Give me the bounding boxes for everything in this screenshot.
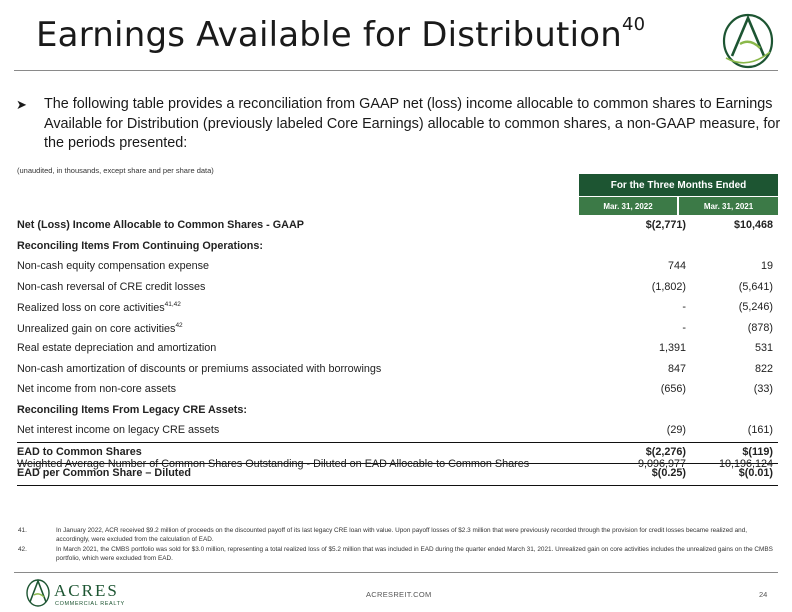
weighted-average-row <box>17 458 778 474</box>
footnote-ref: 42 <box>175 321 183 329</box>
table-row <box>17 319 778 340</box>
value-2022: (656) <box>660 383 686 395</box>
row-label-text: Unrealized gain on core activities <box>17 322 176 335</box>
value-2022: 1,391 <box>658 342 686 354</box>
value-2022: 744 <box>667 260 686 272</box>
value-2021: (33) <box>753 383 773 395</box>
row-label: Non-cash reversal of CRE credit losses <box>17 280 206 293</box>
acres-logo-icon <box>718 8 778 72</box>
column-header-2021: Mar. 31, 2021 <box>679 197 778 215</box>
table-row <box>17 216 778 237</box>
value-2022: (29) <box>666 424 686 436</box>
arrow-bullet-icon: ➤ <box>16 97 27 112</box>
value-2022: - <box>682 301 686 313</box>
value-2021: 531 <box>754 342 773 354</box>
value-2022: (1,802) <box>651 280 686 293</box>
row-label: Net income from non-core assets <box>17 383 177 395</box>
value-2022: $(2,276) <box>645 445 686 458</box>
row-label <box>17 301 181 314</box>
acres-commercial-realty-logo-icon <box>24 576 164 608</box>
page-number: 24 <box>759 590 768 599</box>
table-row <box>17 360 778 381</box>
website-link[interactable]: ACRESREIT.COM <box>366 590 432 599</box>
table-row <box>17 237 778 258</box>
row-label: Reconciling Items From Continuing Operations: <box>17 239 263 252</box>
value-2021: $(119) <box>742 445 773 458</box>
period-band-header: For the Three Months Ended <box>579 174 778 196</box>
row-label: Real estate depreciation and amortization <box>17 342 217 354</box>
table-row <box>17 339 778 360</box>
intro-text: The following table provides a reconciliation from GAAP net (loss) income allocable to common shares to Earnings Available for Distribution (previously labeled Core Earnings) allocable to common shares, a non-GAAP measure, for the periods presented: <box>44 96 781 151</box>
column-header-2022: Mar. 31, 2022 <box>579 197 677 215</box>
row-label <box>17 322 183 335</box>
row-label: Non-cash amortization of discounts or premiums associated with borrowings <box>17 362 382 375</box>
value-2021: (5,641) <box>738 280 773 293</box>
table-row <box>17 278 778 299</box>
row-label: EAD per Common Share – Diluted <box>17 467 191 479</box>
page-title <box>36 14 645 55</box>
reconciliation-table <box>17 216 778 486</box>
footnote-ref: 41,42 <box>164 301 181 308</box>
value-2022: - <box>682 321 686 334</box>
brand-subtitle: COMMERCIAL REALTY <box>55 601 125 607</box>
header-divider <box>14 70 778 71</box>
value-2022: 9,096,977 <box>637 458 686 470</box>
row-label: Weighted Average Number of Common Shares Outstanding - Diluted on EAD Allocable to Common Shares <box>17 458 530 470</box>
footnote-number: 42. <box>18 546 27 553</box>
value-2021: 19 <box>760 260 773 272</box>
footnote-42 <box>18 545 773 563</box>
page-title-text: Earnings Available for Distribution <box>36 15 622 55</box>
row-label: Non-cash equity compensation expense <box>17 260 210 272</box>
table-row <box>17 401 778 422</box>
footnote-text: In March 2021, the CMBS portfolio was sold for $3.0 million, representing a total realized loss of $5.2 million that was included in EAD during the quarter ended March 31, 2021. Unrealized gain on core activities includes the unrealized gains on the CMBS portfolio, which were excluded from EAD. <box>56 546 773 562</box>
footer-divider <box>14 572 778 573</box>
value-2021: 10,196,124 <box>718 458 773 470</box>
value-2021: (5,246) <box>738 301 773 313</box>
footnote-number: 41. <box>18 527 27 534</box>
value-2022: 847 <box>667 362 686 375</box>
value-2022: $(0.25) <box>651 467 686 479</box>
row-label-text: Realized loss on core activities <box>17 302 165 314</box>
value-2021: $(0.01) <box>738 467 773 479</box>
table-row <box>17 380 778 401</box>
value-2021: (878) <box>747 321 773 334</box>
brand-name: ACRES <box>54 581 119 600</box>
footnote-41 <box>18 526 773 544</box>
row-label: EAD to Common Shares <box>17 445 142 458</box>
table-row <box>17 298 778 319</box>
table-row <box>17 257 778 278</box>
row-label: Net (Loss) Income Allocable to Common Shares - GAAP <box>17 219 304 231</box>
row-label: Reconciling Items From Legacy CRE Assets: <box>17 403 247 416</box>
value-2021: 822 <box>754 362 773 375</box>
value-2021: (161) <box>747 424 773 436</box>
unaudited-note: (unaudited, in thousands, except share and per share data) <box>17 166 214 175</box>
value-2021: $10,468 <box>733 219 773 231</box>
footnote-text: In January 2022, ACR received $9.2 million of proceeds on the discounted payoff of its last legacy CRE loan with value. Upon payoff losses of $2.3 million that were previously recorded through the provision for credit losses became realized and, accordingly, were excluded from the calculation of EAD. <box>56 527 748 543</box>
intro-bullet <box>16 95 786 154</box>
title-footnote-ref: 40 <box>621 14 646 35</box>
table-row <box>17 421 778 442</box>
row-label: Net interest income on legacy CRE assets <box>17 424 220 436</box>
value-2022: $(2,771) <box>645 219 686 231</box>
